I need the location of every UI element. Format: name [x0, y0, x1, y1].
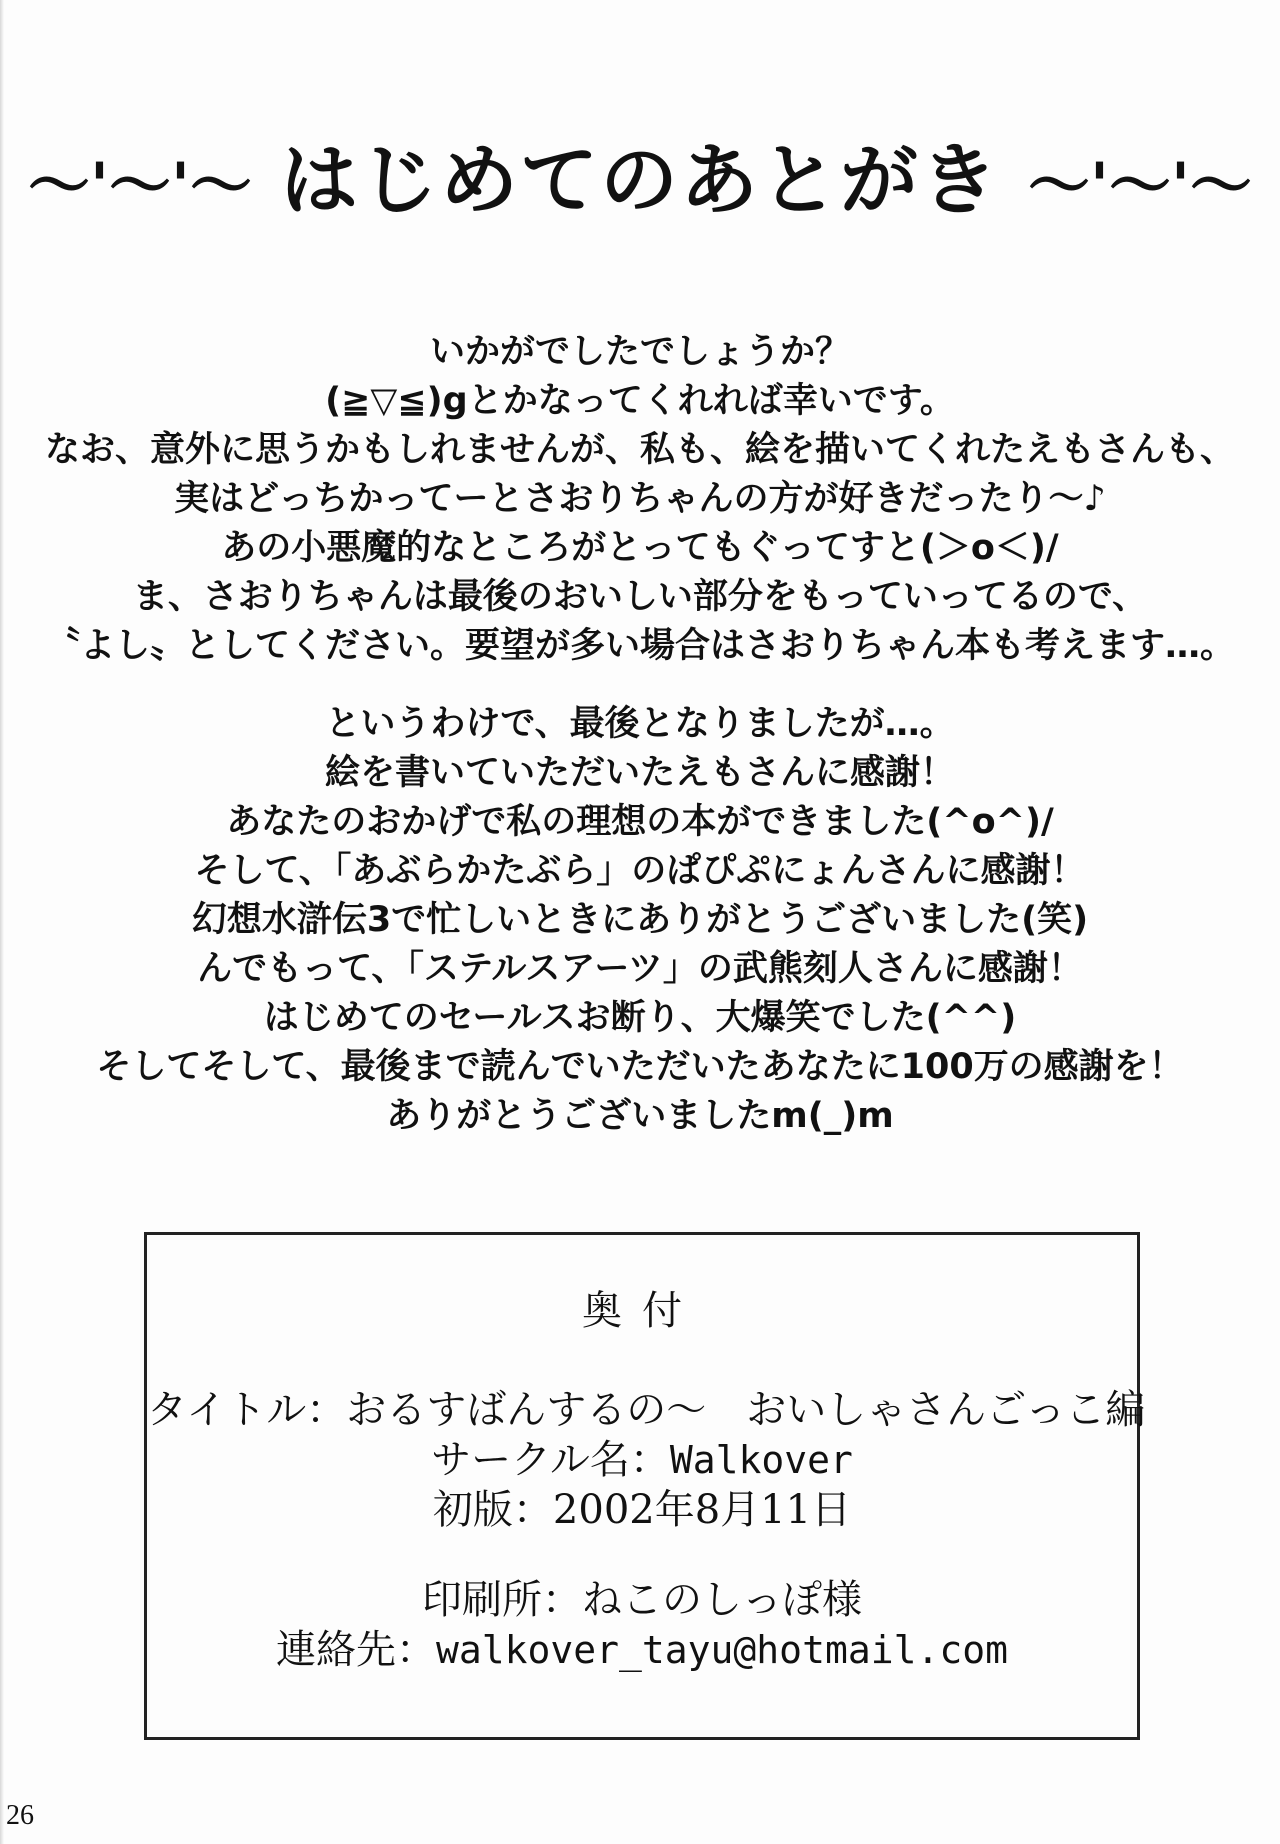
afterword-paragraph-1 — [0, 328, 1280, 671]
afterword-line: あなたのおかげで私の理想の本ができました(^o^)/ — [226, 802, 1054, 842]
colophon-contact-line — [147, 1625, 1137, 1675]
circle-label: サークル名： — [431, 1437, 670, 1483]
colophon-box — [144, 1232, 1146, 1740]
afterword-line: んでもって、「ステルスアーツ」の武熊刻人さんに感謝！ — [197, 949, 1083, 989]
title-decoration-left: 〜'〜'〜 — [28, 149, 252, 222]
contact-email: walkover_tayu@hotmail.com — [436, 1628, 1008, 1672]
afterword-line: あの小悪魔的なところがとってもぐってすと(＞o＜)/ — [221, 528, 1059, 568]
afterword-title — [0, 118, 1280, 230]
afterword-line: 実はどっちかってーとさおりちゃんの方が好きだったり〜♪ — [174, 479, 1106, 519]
afterword-paragraph-2 — [0, 700, 1280, 1141]
afterword-line: 絵を書いていただいたえもさんに感謝！ — [324, 753, 955, 793]
title-value: おるすばんするの〜 おいしゃさんごっこ編 — [346, 1387, 1146, 1433]
colophon-heading: 奥付 — [582, 1288, 702, 1334]
afterword-line: はじめてのセールスお断り、大爆笑でした(^^) — [263, 998, 1017, 1038]
afterword-line: (≧▽≦)gとかなってくれれば幸いです。 — [325, 381, 955, 421]
title-text: はじめてのあとがき — [279, 136, 1000, 226]
page-number: 26 — [6, 1800, 34, 1831]
contact-label: 連絡先： — [276, 1627, 437, 1673]
colophon-spacer — [147, 1535, 1137, 1575]
afterword-line: なお、意外に思うかもしれませんが、私も、絵を描いてくれたえもさんも、 — [44, 430, 1235, 470]
edition-value: 2002年8月11日 — [552, 1487, 852, 1533]
circle-value: Walkover — [669, 1438, 853, 1482]
colophon-title-line — [147, 1385, 1146, 1435]
afterword-line: そしてそして、最後まで読んでいただいたあなたに100万の感謝を！ — [96, 1047, 1184, 1087]
afterword-line: そして、「あぶらかたぶら」のぱぴぷにょんさんに感謝！ — [194, 851, 1086, 891]
afterword-line: 〝よし〟としてください。要望が多い場合はさおりちゃん本も考えます…。 — [44, 626, 1235, 666]
afterword-line: いかがでしたでしょうか？ — [429, 332, 850, 372]
printer-label: 印刷所： — [422, 1577, 582, 1623]
edition-label: 初版： — [432, 1487, 553, 1533]
printer-value: ねこのしっぽ様 — [582, 1577, 862, 1623]
colophon-edition-line — [147, 1485, 1137, 1535]
colophon-circle-line — [147, 1435, 1137, 1485]
afterword-line: ま、さおりちゃんは最後のおいしい部分をもっていってるので、 — [132, 577, 1148, 617]
afterword-line: ありがとうございましたm(_)m — [386, 1096, 894, 1136]
colophon-printer-line — [147, 1575, 1137, 1625]
title-decoration-right: 〜'〜'〜 — [1028, 149, 1252, 222]
afterword-line: というわけで、最後となりましたが…。 — [325, 704, 955, 744]
colophon-details — [147, 1385, 1146, 1675]
title-label: タイトル： — [147, 1387, 347, 1433]
afterword-line: 幻想水滸伝3で忙しいときにありがとうございました(笑) — [191, 900, 1089, 940]
